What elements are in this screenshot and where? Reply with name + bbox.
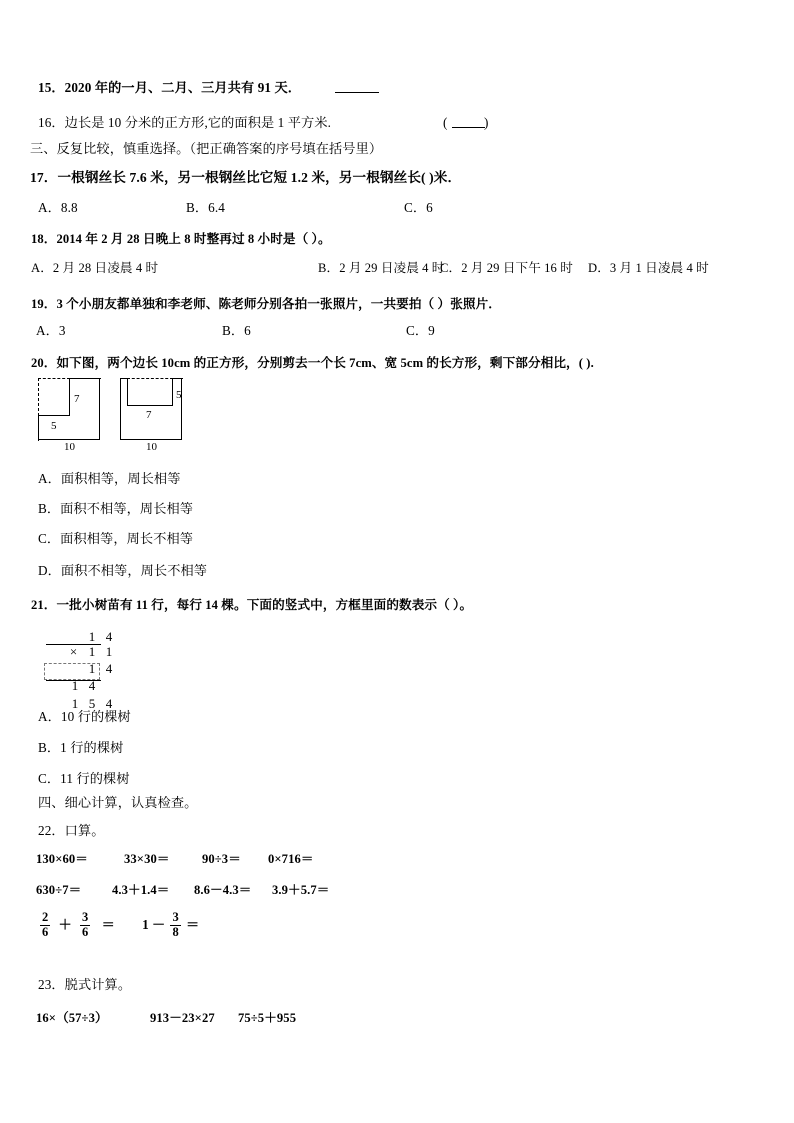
label-left-cut-height: 7 [74,393,80,405]
vmult-partial-1: 1 4 [88,661,113,676]
vmult-product: 1 5 4 [71,696,113,711]
q22-row1-expr-1: 130×60＝ [36,852,88,866]
q22-row1-expr-2: 33×30＝ [124,852,170,866]
label-left-side: 10 [64,441,75,453]
q22-row1-expr-4: 0×716＝ [268,852,314,866]
option-21-c[interactable]: C．11 行的棵树 [38,771,130,786]
question-22: 22．口算。 [38,823,105,838]
number-one: 1 [142,917,149,933]
section-heading-3: 三、反复比较，慎重选择。（把正确答案的序号填在括号里） [30,141,383,156]
option-20-b[interactable]: B．面积不相等，周长相等 [38,501,194,516]
question-15: 15．2020 年的一月、二月、三月共有 91 天． [38,80,302,95]
answer-bracket-close-16: ) [484,115,489,130]
cut-line-horizontal-left [38,415,70,416]
equals-sign-2: ＝ [185,917,200,933]
option-20-a[interactable]: A．面积相等，周长相等 [38,471,181,486]
fraction-3-over-6: $\frac{3}{6}$ [82,910,89,939]
label-right-side: 10 [146,441,157,453]
cut-edge-left-dashed-left [38,378,39,416]
cut-edge-top-dashed-right [127,378,173,379]
q22-row2-expr-3: 8.6－4.3＝ [194,883,252,897]
q23-expr-2: 913－23×27 [150,1011,215,1025]
option-18-c[interactable]: C．2 月 29 日下午 16 时 [440,261,573,275]
plus-sign: ＋ [58,917,72,933]
question-16: 16．边长是 10 分米的正方形,它的面积是 1 平方米. [38,115,332,130]
edge-left-solid-left [38,415,39,441]
vmult-multiplier: × 1 1 [69,644,113,659]
q22-row2-expr-2: 4.3＋1.4＝ [112,883,170,897]
option-19-a[interactable]: A．3 [36,323,66,338]
label-right-cut-height: 5 [176,389,182,401]
label-left-cut-width: 5 [51,420,57,432]
answer-blank-15[interactable] [335,92,379,93]
option-19-b[interactable]: B．6 [222,323,251,338]
vmult-rule-1 [46,644,101,645]
highlight-box-partial-2 [44,663,100,680]
answer-bracket-open-16: ( [443,115,448,130]
question-18: 18．2014 年 2 月 28 日晚上 8 时整再过 8 小时是（ ）。 [31,232,331,246]
option-17-b[interactable]: B．6.4 [186,200,225,215]
minus-sign: － [151,917,166,933]
q23-expr-3: 75÷5＋955 [238,1011,297,1025]
equals-sign-1: ＝ [101,917,115,933]
q22-row1-expr-3: 90÷3＝ [202,852,241,866]
option-21-b[interactable]: B．1 行的棵树 [38,740,124,755]
edge-top-solid-left [69,378,101,379]
edge-top-solid-right-b [172,378,183,379]
option-20-c[interactable]: C．面积相等，周长不相等 [38,531,194,546]
answer-blank-16[interactable] [452,127,485,128]
cut-edge-top-dashed-left [38,378,70,379]
fraction-3-over-8: $\frac{3}{8}$ [172,910,179,939]
vmult-multiplicand: 1 4 [88,629,113,644]
vertical-multiplication-q21 [44,614,118,711]
section-heading-4: 四、细心计算，认真检查。 [38,795,198,810]
option-18-a[interactable]: A．2 月 28 日凌晨 4 时 [31,261,159,275]
option-18-b[interactable]: B．2 月 29 日凌晨 4 时 [318,261,445,275]
cut-line-vertical-right-left [127,378,128,406]
figure-q20 [38,374,208,452]
option-20-d[interactable]: D．面积不相等，周长不相等 [38,563,208,578]
vmult-partial-2-boxed: 1 4 [71,678,96,693]
q22-row2-expr-1: 630÷7＝ [36,883,82,897]
option-19-c[interactable]: C．9 [406,323,435,338]
option-18-d[interactable]: D．3 月 1 日凌晨 4 时 [588,261,709,275]
cut-line-horizontal-right [127,405,173,406]
label-right-cut-width: 7 [146,409,152,421]
option-21-a[interactable]: A．10 行的棵树 [38,709,131,724]
q23-expr-1: 16×（57÷3） [36,1011,108,1025]
cut-line-vertical-left [69,378,70,416]
question-21: 21．一批小树苗有 11 行，每行 14 棵。下面的竖式中，方框里面的数表示（ ）。 [31,598,473,612]
q22-fraction-row [38,912,199,940]
fraction-2-over-6: $\frac{2}{6}$ [42,910,49,939]
question-19: 19．3 个小朋友都单独和李老师、陈老师分别各拍一张照片，一共要拍（ ）张照片． [31,297,501,311]
option-17-a[interactable]: A．8.8 [38,200,78,215]
question-23: 23．脱式计算。 [38,977,132,992]
question-17: 17．一根钢丝长 7.6 米，另一根钢丝比它短 1.2 米，另一根钢丝长( )米． [30,170,462,185]
q22-row2-expr-4: 3.9＋5.7＝ [272,883,330,897]
question-20: 20．如下图，两个边长 10cm 的正方形，分别剪去一个长 7cm、宽 5cm 的长方形，剩下部分相比，( ). [31,356,594,370]
option-17-c[interactable]: C．6 [404,200,433,215]
cut-line-vertical-right-right [172,378,173,406]
